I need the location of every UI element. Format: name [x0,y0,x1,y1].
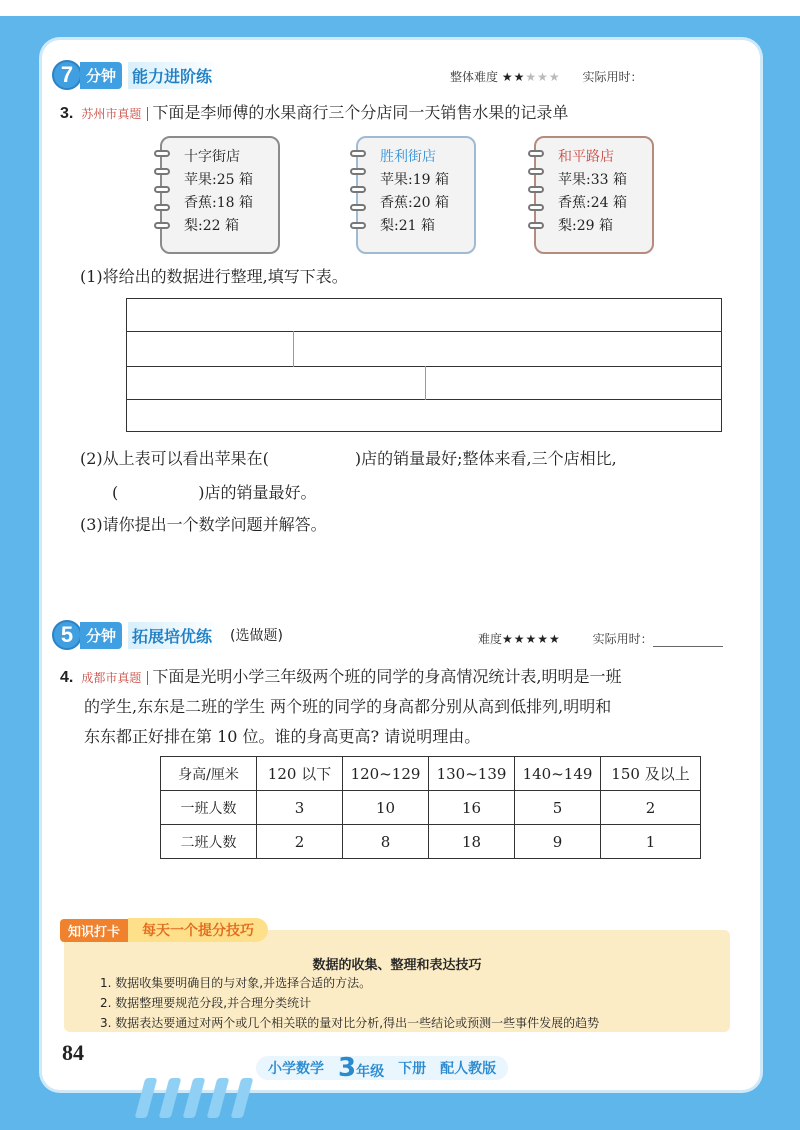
table-header-cell: 130~139 [429,757,515,791]
table-header-row [161,757,701,791]
part-2-text-b: )店的销量最好;整体来看,三个店相比, [354,449,617,468]
record-line: 苹果:25 箱 [184,172,253,188]
part-2-text-a: (2)从上表可以看出苹果在( [80,449,269,468]
part-2-text-d: )店的销量最好。 [198,483,317,502]
record-line: 梨:21 箱 [380,218,435,234]
table-header-cell: 身高/厘米 [161,757,257,791]
tip-line: 3. 数据表达要通过对两个或几个相关联的量对比分析,得出一些结论或预测一些事件发展的趋势 [100,1016,600,1030]
footer-book-info [254,1054,510,1082]
store-record-card [356,136,476,254]
table-row-line [127,399,721,400]
footer-grade-number: 3 [338,1053,357,1083]
blank-answer-table[interactable] [126,298,722,432]
part-2-line-2 [112,478,317,508]
table-cell: 3 [257,791,343,825]
difficulty-stars: ★★ [501,70,526,84]
record-line: 香蕉:18 箱 [184,195,253,211]
record-line: 香蕉:24 箱 [558,195,627,211]
record-line: 香蕉:20 箱 [380,195,449,211]
tip-box [64,930,730,1032]
source-tag: 成都市真题 [79,671,148,685]
tip-line: 2. 数据整理要规范分段,并合理分类统计 [100,996,312,1010]
record-line: 梨:22 箱 [184,218,239,234]
time-blank[interactable] [653,635,723,647]
part-1-text: (1)将给出的数据进行整理,填写下表。 [80,267,348,286]
table-column-line [293,331,294,367]
footer-volume: 下册 [398,1061,427,1077]
table-row-label: 二班人数 [161,825,257,859]
table-cell: 5 [515,791,601,825]
question-4-line-2: 的学生,东东是二班的学生 两个班的同学的身高都分别从高到低排列,明明和 [84,697,612,716]
question-text: 下面是光明小学三年级两个班的同学的身高情况统计表,明明是一班 [152,667,622,686]
minutes-unit: 分钟 [80,62,122,89]
question-4-line-3: 东东都正好排在第 10 位。谁的身高更高? 请说明理由。 [84,727,481,746]
spiral-rings [350,150,366,229]
record-line: 苹果:33 箱 [558,172,627,188]
difficulty-label: 整体难度 [450,70,499,84]
footer-subject: 小学数学 [268,1061,324,1077]
section-title: 拓展培优练 [128,622,222,649]
difficulty-stars-empty: ★★★ [525,70,561,84]
table-header-cell: 140~149 [515,757,601,791]
table-row-label: 一班人数 [161,791,257,825]
table-header-cell: 120~129 [343,757,429,791]
footer-grade-unit: 年级 [356,1064,385,1080]
difficulty-label: 难度 [478,632,503,646]
table-cell: 18 [429,825,515,859]
time-label: 实际用时： [592,632,653,646]
table-header-cell: 120 以下 [257,757,343,791]
table-cell: 10 [343,791,429,825]
page-top-strip [0,0,800,16]
tip-tab-subtitle: 每天一个提分技巧 [128,918,268,942]
tip-tab [60,918,268,942]
optional-note: (选做题) [230,628,283,644]
spiral-rings [528,150,544,229]
store-name: 和平路店 [558,149,614,165]
question-number: 3. [60,105,74,122]
footer-edition: 配人教版 [440,1061,497,1077]
height-statistics-table [160,756,701,859]
minutes-unit: 分钟 [80,622,122,649]
part-2-line-1 [80,444,617,474]
table-row-line [127,366,721,367]
table-row [161,791,701,825]
table-cell: 2 [257,825,343,859]
table-row [161,825,701,859]
minutes-badge: 5 [52,620,82,650]
table-cell: 8 [343,825,429,859]
difficulty-stars: ★★★★★ [502,632,561,646]
section-title: 能力进阶练 [128,62,222,89]
spiral-rings [154,150,170,229]
time-label: 实际用时： [582,70,643,84]
record-line: 苹果:19 箱 [380,172,449,188]
part-3-text: (3)请你提出一个数学问题并解答。 [80,515,327,534]
question-4-line-1 [60,662,621,693]
table-cell: 1 [601,825,701,859]
section-header-advanced [52,60,222,90]
table-row-line [127,331,721,332]
question-3-heading [60,98,568,129]
record-line: 梨:29 箱 [558,218,613,234]
question-text: 下面是李师傅的水果商行三个分店同一天销售水果的记录单 [152,103,569,122]
difficulty-meta [478,630,723,647]
store-record-card [534,136,654,254]
table-cell: 9 [515,825,601,859]
table-header-cell: 150 及以上 [601,757,701,791]
section-header-extension [52,620,283,650]
source-tag: 苏州市真题 [79,107,148,121]
store-record-card [160,136,280,254]
tip-tab-label: 知识打卡 [60,919,128,942]
table-cell: 2 [601,791,701,825]
store-name: 胜利街店 [380,149,436,165]
difficulty-meta [450,68,642,85]
table-column-line [425,366,426,400]
tip-line: 1. 数据收集要明确目的与对象,并选择合适的方法。 [100,976,372,990]
tip-title: 数据的收集、整理和表达技巧 [312,958,482,973]
part-2-text-c: ( [112,483,119,502]
store-name: 十字街店 [184,149,240,165]
question-number: 4. [60,669,74,686]
decorative-stripes [140,1078,248,1118]
page-number: 84 [62,1040,84,1065]
minutes-badge: 7 [52,60,82,90]
table-cell: 16 [429,791,515,825]
